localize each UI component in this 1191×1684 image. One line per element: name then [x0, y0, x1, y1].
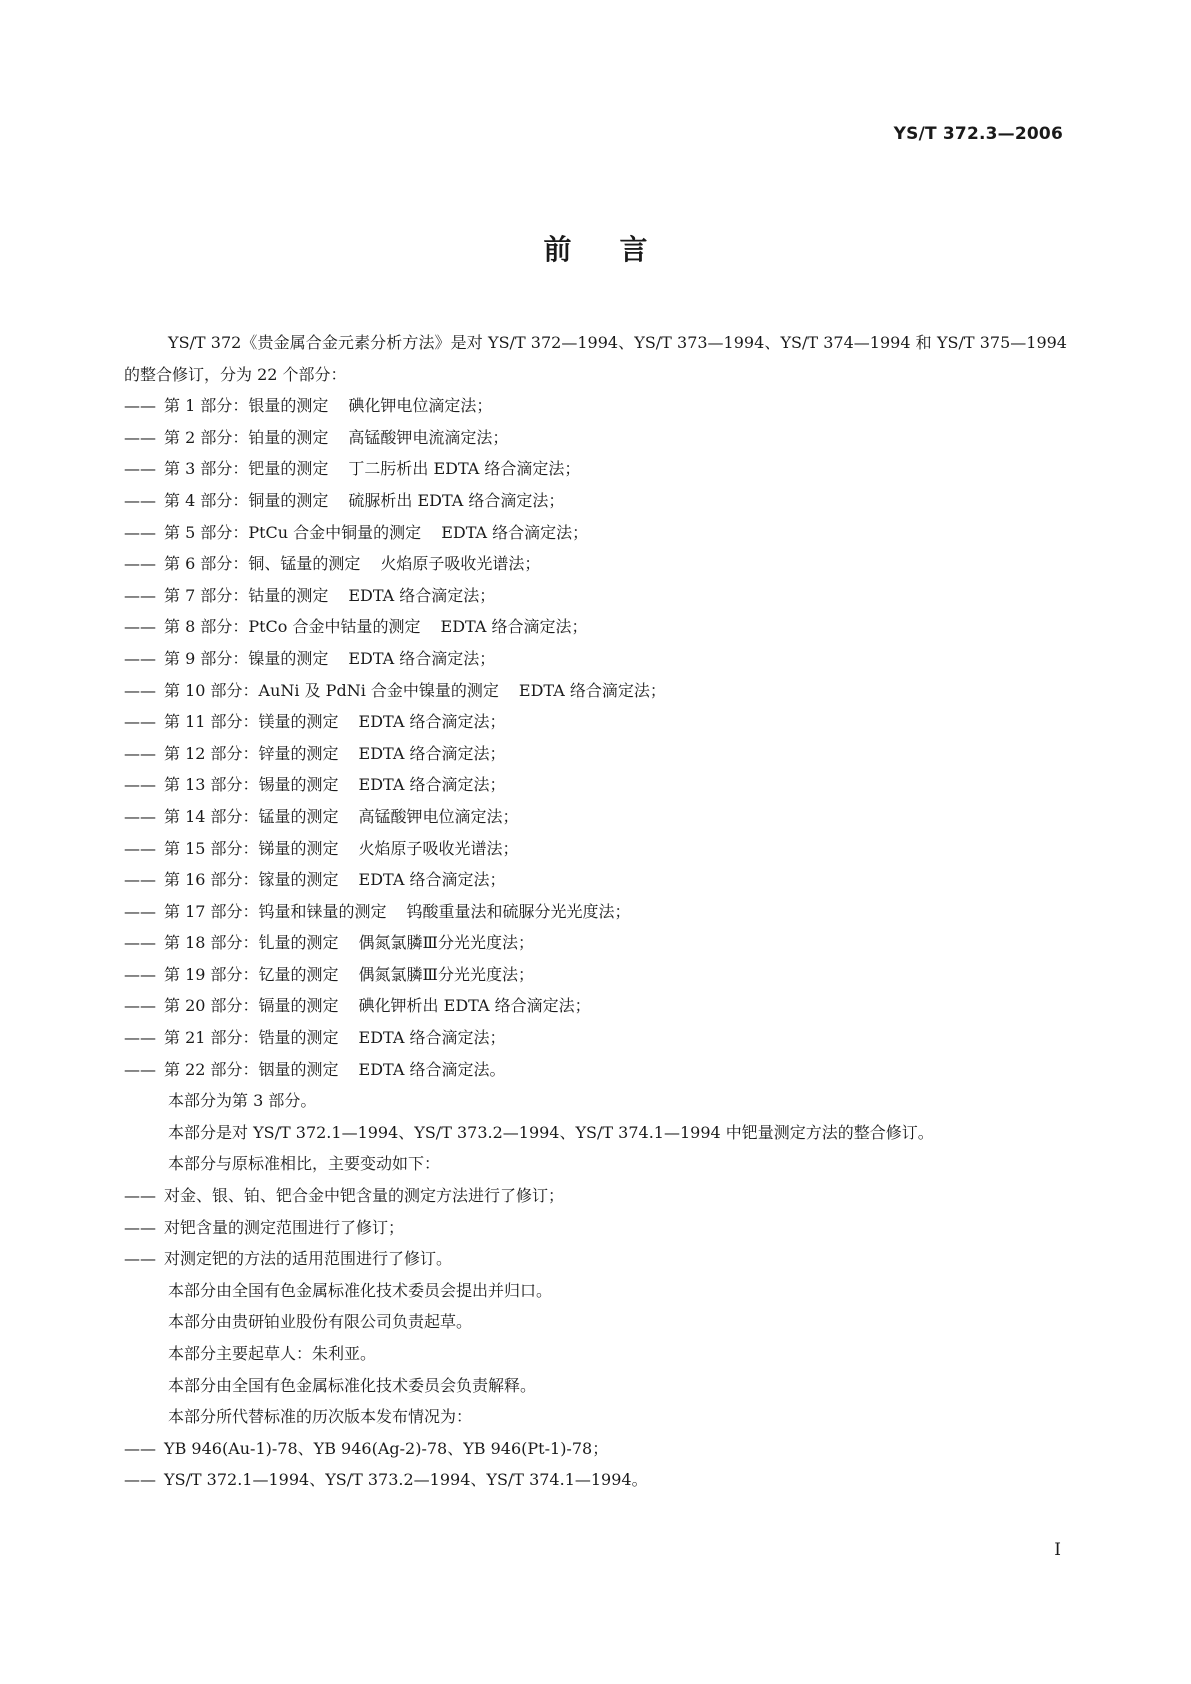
list-item	[124, 1022, 1067, 1054]
dash-mark: ——	[124, 996, 156, 1016]
part-method: 钨酸重量法和硫脲分光光度法；	[406, 901, 631, 921]
part-method: 火焰原子吸收光谱法；	[380, 554, 541, 574]
list-item	[124, 517, 1067, 549]
part-label: 第 18 部分：钆量的测定	[164, 933, 339, 953]
part-label: 第 9 部分：镍量的测定	[164, 648, 329, 668]
dash-mark: ——	[124, 964, 156, 984]
part-method: EDTA 络合滴定法；	[358, 712, 506, 732]
dash-mark: ——	[124, 585, 156, 605]
part-method: 硫脲析出 EDTA 络合滴定法；	[348, 490, 565, 510]
list-item	[124, 801, 1067, 833]
part-label: 第 16 部分：镓量的测定	[164, 870, 339, 890]
dash-mark: ——	[124, 522, 156, 542]
part-method: EDTA 络合滴定法；	[358, 1028, 506, 1048]
dash-mark: ——	[124, 1217, 156, 1237]
dash-mark: ——	[124, 554, 156, 574]
dash-mark: ——	[124, 617, 156, 637]
part-method: EDTA 络合滴定法；	[441, 522, 589, 542]
part-method: 碘化钾电位滴定法；	[348, 396, 493, 416]
list-item	[124, 1243, 1067, 1275]
part-label: 第 5 部分：PtCu 合金中铜量的测定	[164, 522, 422, 542]
part-method: EDTA 络合滴定法；	[440, 617, 588, 637]
part-label: 第 19 部分：钇量的测定	[164, 964, 339, 984]
dash-mark: ——	[124, 806, 156, 826]
dash-mark: ——	[124, 490, 156, 510]
part-method: 高锰酸钾电位滴定法；	[358, 806, 519, 826]
list-item	[124, 580, 1067, 612]
changes-intro-paragraph: 本部分与原标准相比，主要变动如下：	[168, 1154, 441, 1174]
list-item	[124, 864, 1067, 896]
page-title: 前言	[543, 233, 696, 266]
list-item	[124, 927, 1067, 959]
list-item	[124, 769, 1067, 801]
list-item	[124, 422, 1067, 454]
list-item	[124, 453, 1067, 485]
dash-mark: ——	[124, 1186, 156, 1206]
dash-mark: ——	[124, 1438, 156, 1458]
part-label: 第 4 部分：铜量的测定	[164, 490, 329, 510]
dash-mark: ——	[124, 1028, 156, 1048]
list-item	[124, 706, 1067, 738]
list-item	[124, 485, 1067, 517]
part-label: 第 15 部分：锑量的测定	[164, 838, 339, 858]
main-drafter-paragraph: 本部分主要起草人：朱利亚。	[168, 1344, 377, 1363]
list-item	[124, 833, 1067, 865]
change-text: 对钯含量的测定范围进行了修订；	[164, 1217, 405, 1237]
part-method: 丁二肟析出 EDTA 络合滴定法；	[348, 459, 581, 479]
part-label: 第 20 部分：镉量的测定	[164, 996, 339, 1016]
part-method: 偶氮氯膦Ⅲ分光光度法；	[358, 933, 534, 953]
part-method: EDTA 络合滴定法；	[518, 680, 666, 700]
list-item	[124, 990, 1067, 1022]
list-item	[124, 675, 1067, 707]
revision-paragraph: 本部分是对 YS/T 372.1—1994、YS/T 373.2—1994、YS/T 374.1—1994 中钯量测定方法的整合修订。	[168, 1122, 934, 1142]
part-label: 第 13 部分：锡量的测定	[164, 775, 339, 795]
standard-number: YS/T 372.3—2006	[893, 124, 1063, 144]
dash-mark: ——	[124, 901, 156, 921]
part-method: EDTA 络合滴定法；	[358, 743, 506, 763]
change-text: 对测定钯的方法的适用范围进行了修订。	[164, 1249, 453, 1269]
part-method: EDTA 络合滴定法；	[358, 870, 506, 890]
dash-mark: ——	[124, 427, 156, 447]
list-item	[124, 1180, 1067, 1212]
parts-list	[124, 390, 1067, 1085]
part-label: 第 10 部分：AuNi 及 PdNi 合金中镍量的测定	[164, 680, 499, 700]
part-method: EDTA 络合滴定法。	[358, 1059, 506, 1079]
dash-mark: ——	[124, 648, 156, 668]
dash-mark: ——	[124, 459, 156, 479]
dash-mark: ——	[124, 743, 156, 763]
part-method: EDTA 络合滴定法；	[358, 775, 506, 795]
list-item	[124, 611, 1067, 643]
change-text: 对金、银、铂、钯合金中钯含量的测定方法进行了修订；	[164, 1186, 565, 1206]
part-label: 第 1 部分：银量的测定	[164, 396, 329, 416]
part-method: EDTA 络合滴定法；	[348, 585, 496, 605]
dash-mark: ——	[124, 1059, 156, 1079]
list-item	[124, 1212, 1067, 1244]
intro-paragraph: YS/T 372《贵金属合金元素分析方法》是对 YS/T 372—1994、YS/T 373—1994、YS/T 374—1994 和 YS/T 375—1994 的整合修订，分为 22 个部分：	[124, 333, 1067, 384]
part-label: 第 3 部分：钯量的测定	[164, 459, 329, 479]
part-label: 第 22 部分：铟量的测定	[164, 1059, 339, 1079]
part-label: 第 14 部分：锰量的测定	[164, 806, 339, 826]
history-text: YB 946(Au-1)-78、YB 946(Ag-2)-78、YB 946(Pt-1)-78；	[164, 1438, 609, 1458]
dash-mark: ——	[124, 1470, 156, 1490]
foreword-body	[124, 327, 1067, 1496]
list-item	[124, 1054, 1067, 1086]
part-label: 第 12 部分：锌量的测定	[164, 743, 339, 763]
part-label: 第 17 部分：钨量和铼量的测定	[164, 901, 387, 921]
part-label: 第 8 部分：PtCo 合金中钴量的测定	[164, 617, 421, 637]
history-list	[124, 1433, 1067, 1496]
dash-mark: ——	[124, 1249, 156, 1269]
history-text: YS/T 372.1—1994、YS/T 373.2—1994、YS/T 374.1—1994。	[164, 1470, 648, 1490]
page-number: I	[1054, 1540, 1061, 1560]
dash-mark: ——	[124, 712, 156, 732]
part-label: 第 11 部分：镁量的测定	[164, 712, 339, 732]
dash-mark: ——	[124, 775, 156, 795]
part-label: 第 6 部分：铜、锰量的测定	[164, 554, 361, 574]
changes-list	[124, 1180, 1067, 1275]
proposed-by-paragraph: 本部分由全国有色金属标准化技术委员会提出并归口。	[168, 1280, 553, 1300]
list-item	[124, 959, 1067, 991]
dash-mark: ——	[124, 870, 156, 890]
list-item	[124, 896, 1067, 928]
part-method: EDTA 络合滴定法；	[348, 648, 496, 668]
dash-mark: ——	[124, 396, 156, 416]
interpreted-by-paragraph: 本部分由全国有色金属标准化技术委员会负责解释。	[168, 1375, 537, 1395]
drafted-by-paragraph: 本部分由贵研铂业股份有限公司负责起草。	[168, 1312, 473, 1332]
list-item	[124, 1464, 1067, 1496]
history-intro-paragraph: 本部分所代替标准的历次版本发布情况为：	[168, 1407, 473, 1427]
part-label: 第 2 部分：铂量的测定	[164, 427, 329, 447]
list-item	[124, 738, 1067, 770]
part-label: 第 21 部分：锆量的测定	[164, 1028, 339, 1048]
list-item	[124, 390, 1067, 422]
dash-mark: ——	[124, 680, 156, 700]
part-method: 火焰原子吸收光谱法；	[358, 838, 519, 858]
part-label: 第 7 部分：钴量的测定	[164, 585, 329, 605]
part-method: 高锰酸钾电流滴定法；	[348, 427, 509, 447]
this-part-paragraph: 本部分为第 3 部分。	[168, 1091, 317, 1111]
list-item	[124, 548, 1067, 580]
dash-mark: ——	[124, 838, 156, 858]
list-item	[124, 1433, 1067, 1465]
dash-mark: ——	[124, 933, 156, 953]
part-method: 碘化钾析出 EDTA 络合滴定法；	[358, 996, 591, 1016]
list-item	[124, 643, 1067, 675]
part-method: 偶氮氯膦Ⅲ分光光度法；	[358, 964, 534, 984]
